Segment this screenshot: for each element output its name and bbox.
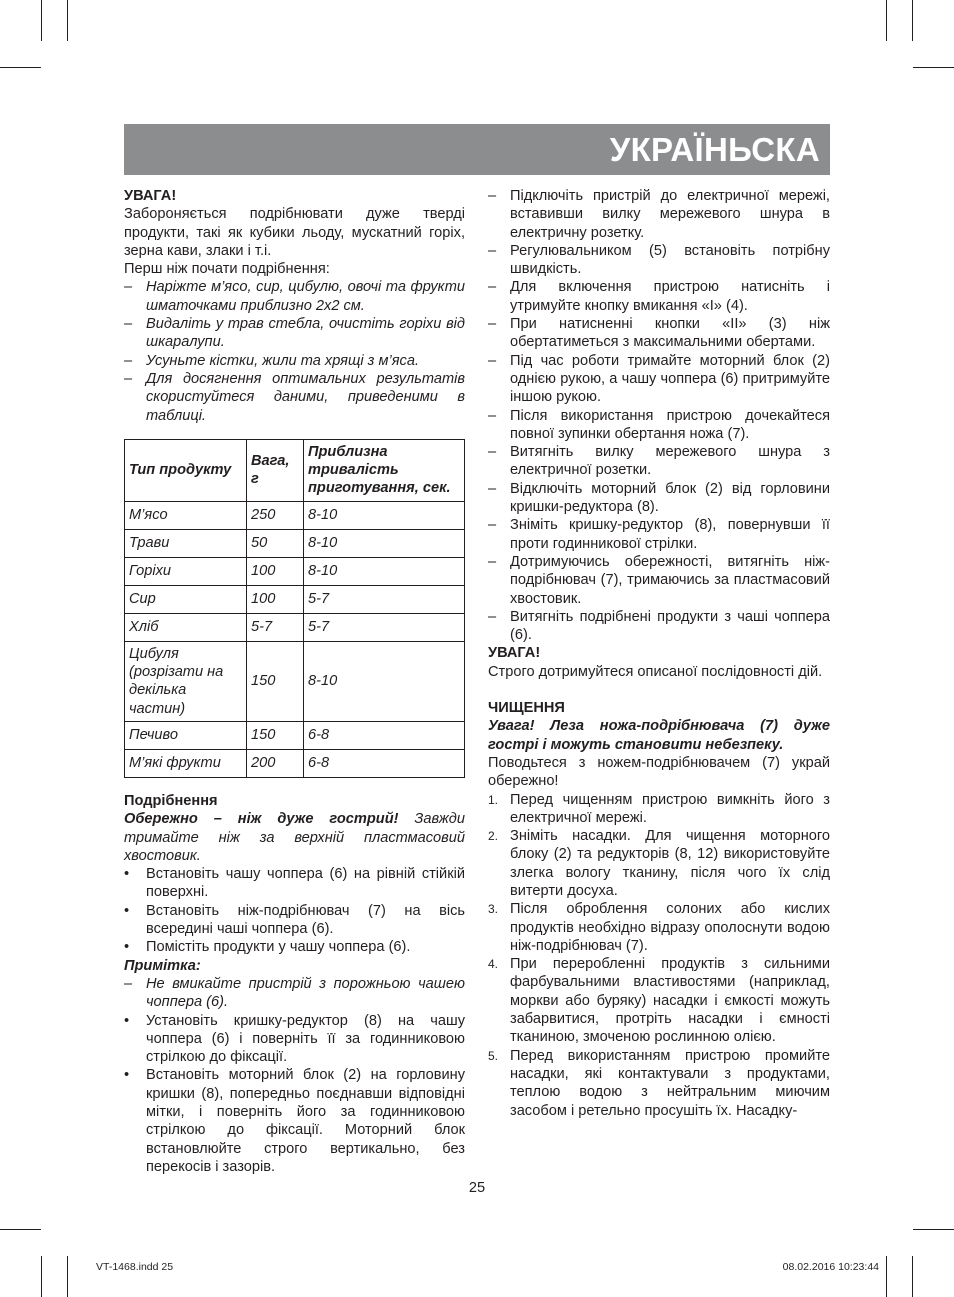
list-item: – При натисненні кнопки «II» (3) ніж обертатиметься з максимальними обертами.	[488, 316, 830, 351]
language-header-bar	[124, 124, 830, 175]
list-item: – Для включення пристрою натисніть і утримуйте кнопку вмикання «I» (4).	[488, 279, 830, 314]
crop-mark	[41, 0, 42, 41]
list-item: – Зніміть кришку-редуктор (8), повернувши її проти годинникової стрілки.	[488, 517, 830, 552]
list-item: – Витягніть вилку мережевого шнура з електричної розетки.	[488, 444, 830, 479]
list-item: – Видаліть у трав стебла, очистіть горіхи від шкаралупи.	[124, 316, 465, 351]
table-row: Сир 100 5-7	[125, 585, 465, 613]
crop-mark	[67, 0, 68, 41]
table-header-cell: Вага, г	[247, 439, 304, 501]
crop-mark	[886, 0, 887, 41]
list-item: – Дотримуючись обережності, витягніть ніж-подрібнювач (7), тримаючись за пластмасовий хвостовик.	[488, 553, 830, 607]
table-row: Цибуля (розрізати на декілька частин) 150 8-10	[125, 641, 465, 721]
table-row: Хліб 5-7 5-7	[125, 613, 465, 641]
table-row: Горіхи 100 8-10	[125, 557, 465, 585]
warning-title: УВАГА!	[124, 188, 177, 204]
list-item: – Витягніть подрібнені продукти з чаші чоппера (6).	[488, 608, 830, 644]
cleaning-title: ЧИЩЕННЯ	[488, 700, 565, 717]
page-number: 25	[468, 1180, 486, 1196]
crop-mark	[0, 1229, 41, 1230]
left-column	[124, 187, 465, 1176]
table-row: М’ясо 250 8-10	[125, 501, 465, 529]
list-item: – Регулювальником (5) встановіть потрібну швидкість.	[488, 242, 830, 278]
table-row: Трави 50 8-10	[125, 529, 465, 557]
table-row: Печиво 150 6-8	[125, 721, 465, 749]
crop-mark	[912, 0, 913, 41]
warning-title: УВАГА!	[488, 645, 541, 662]
table-row: М’які фрукти 200 6-8	[125, 749, 465, 777]
crop-mark	[0, 67, 41, 68]
crop-mark	[912, 1256, 913, 1297]
before-grinding-text: Перш ніж почати подрібнення:	[124, 261, 330, 278]
list-item: – Після використання пристрою дочекайтеся повної зупинки обертання ножа (7).	[488, 407, 830, 442]
cleaning-warning: Увага! Леза ножа-подрібнювача (7) дуже гострі і можуть становити небезпеку.	[488, 718, 830, 753]
language-title: УКРАЇНЬСКА	[609, 131, 820, 168]
list-item: 4. При переробленні продуктів з сильними фарбувальними властивостями (наприклад, моркви або буряку) насадки і ємкості можуть забарвитися, протріть насадки і ємності тканиною, змоченою рослинною олією.	[488, 956, 830, 1046]
list-item: – Наріжте м’ясо, сир, цибулю, овочі та фрукти шматочками приблизно 2х2 см.	[124, 279, 465, 314]
list-item: – Під час роботи тримайте моторний блок (2) однією рукою, а чашу чоппера (6) притримуйте іншою рукою.	[488, 352, 830, 406]
right-column	[488, 187, 830, 1120]
warning-text: Строго дотримуйтеся описаної послідовності дій.	[488, 663, 823, 680]
list-item: 5. Перед використанням пристрою промийте насадки, які контактували з продуктами, теплою водою з нейтральним миючим засобом і ретельно просушіть їх. Насадку-	[488, 1047, 830, 1119]
list-item: • Помістіть продукти у чашу чоппера (6).	[124, 939, 411, 956]
table-header-cell: Приблизна тривалість приготування, сек.	[304, 439, 465, 501]
list-item: • Установіть кришку-редуктор (8) на чашу чоппера (6) і поверніть її за годинниковою стрілкою до фіксації.	[124, 1012, 465, 1066]
crop-mark	[67, 1256, 68, 1297]
note-title: Примітка:	[124, 957, 201, 974]
product-table	[124, 439, 465, 778]
warning-text: Забороняється подрібнювати дуже тверді продукти, такі як кубики льоду, мускатний горіх, зерна кави, злаки і т.і.	[124, 206, 465, 259]
list-item: • Встановіть ніж-подрібнювач (7) на вісь всередині чаші чоппера (6).	[124, 902, 465, 938]
crop-mark	[886, 1256, 887, 1297]
list-item: – Для досягнення оптимальних результатів скористуйтеся даними, приведеними в таблиці.	[124, 370, 465, 424]
crop-mark	[913, 67, 954, 68]
crop-mark	[913, 1229, 954, 1230]
list-item: 3. Після оброблення солоних або кислих продуктів необхідно відразу ополоснути водою ніж-подрібнювач (7).	[488, 901, 830, 954]
cleaning-intro: Поводьтеся з ножем-подрібнювачем (7) украй обережно!	[488, 754, 830, 790]
grinding-title: Подрібнення	[124, 792, 218, 809]
list-item: • Встановіть моторний блок (2) на горловину кришки (8), попередньо поєднавши відповідні мітки, і поверніть його за годинниковою стрілкою до фіксації. Моторний блок встановлюйте строго вертикально, без перекосів і зазорів.	[124, 1067, 465, 1175]
table-header-cell: Тип продукту	[125, 439, 247, 501]
grinding-caution: Обережно – ніж дуже гострий! Завжди тримайте ніж за верхній пластмасовий хвостовик.	[124, 811, 465, 864]
list-item: – Підключіть пристрій до електричної мережі, вставивши вилку мережевого шнура в електричну розетку.	[488, 188, 830, 241]
list-item: • Встановіть чашу чоппера (6) на рівній стійкій поверхні.	[124, 866, 465, 901]
footer-datetime: 08.02.2016 10:23:44	[782, 1261, 879, 1273]
list-item: 1. Перед чищенням пристрою вимкніть його з електричної мережі.	[488, 791, 830, 826]
list-item: 2. Зніміть насадки. Для чищення моторного блоку (2) та редукторів (8, 12) використовуйте злегка вологу тканину, після чого їх слід витерти досуха.	[488, 828, 830, 899]
footer-file: VT-1468.indd 25	[96, 1261, 174, 1273]
list-item: – Відключіть моторний блок (2) від горловини кришки-редуктора (8).	[488, 480, 830, 516]
list-item: – Усуньте кістки, жили та хрящі з м’яса.	[124, 352, 420, 369]
crop-mark	[41, 1256, 42, 1297]
list-item: – Не вмикайте пристрій з порожньою чашею чоппера (6).	[124, 975, 465, 1011]
table-header-row	[125, 439, 465, 501]
